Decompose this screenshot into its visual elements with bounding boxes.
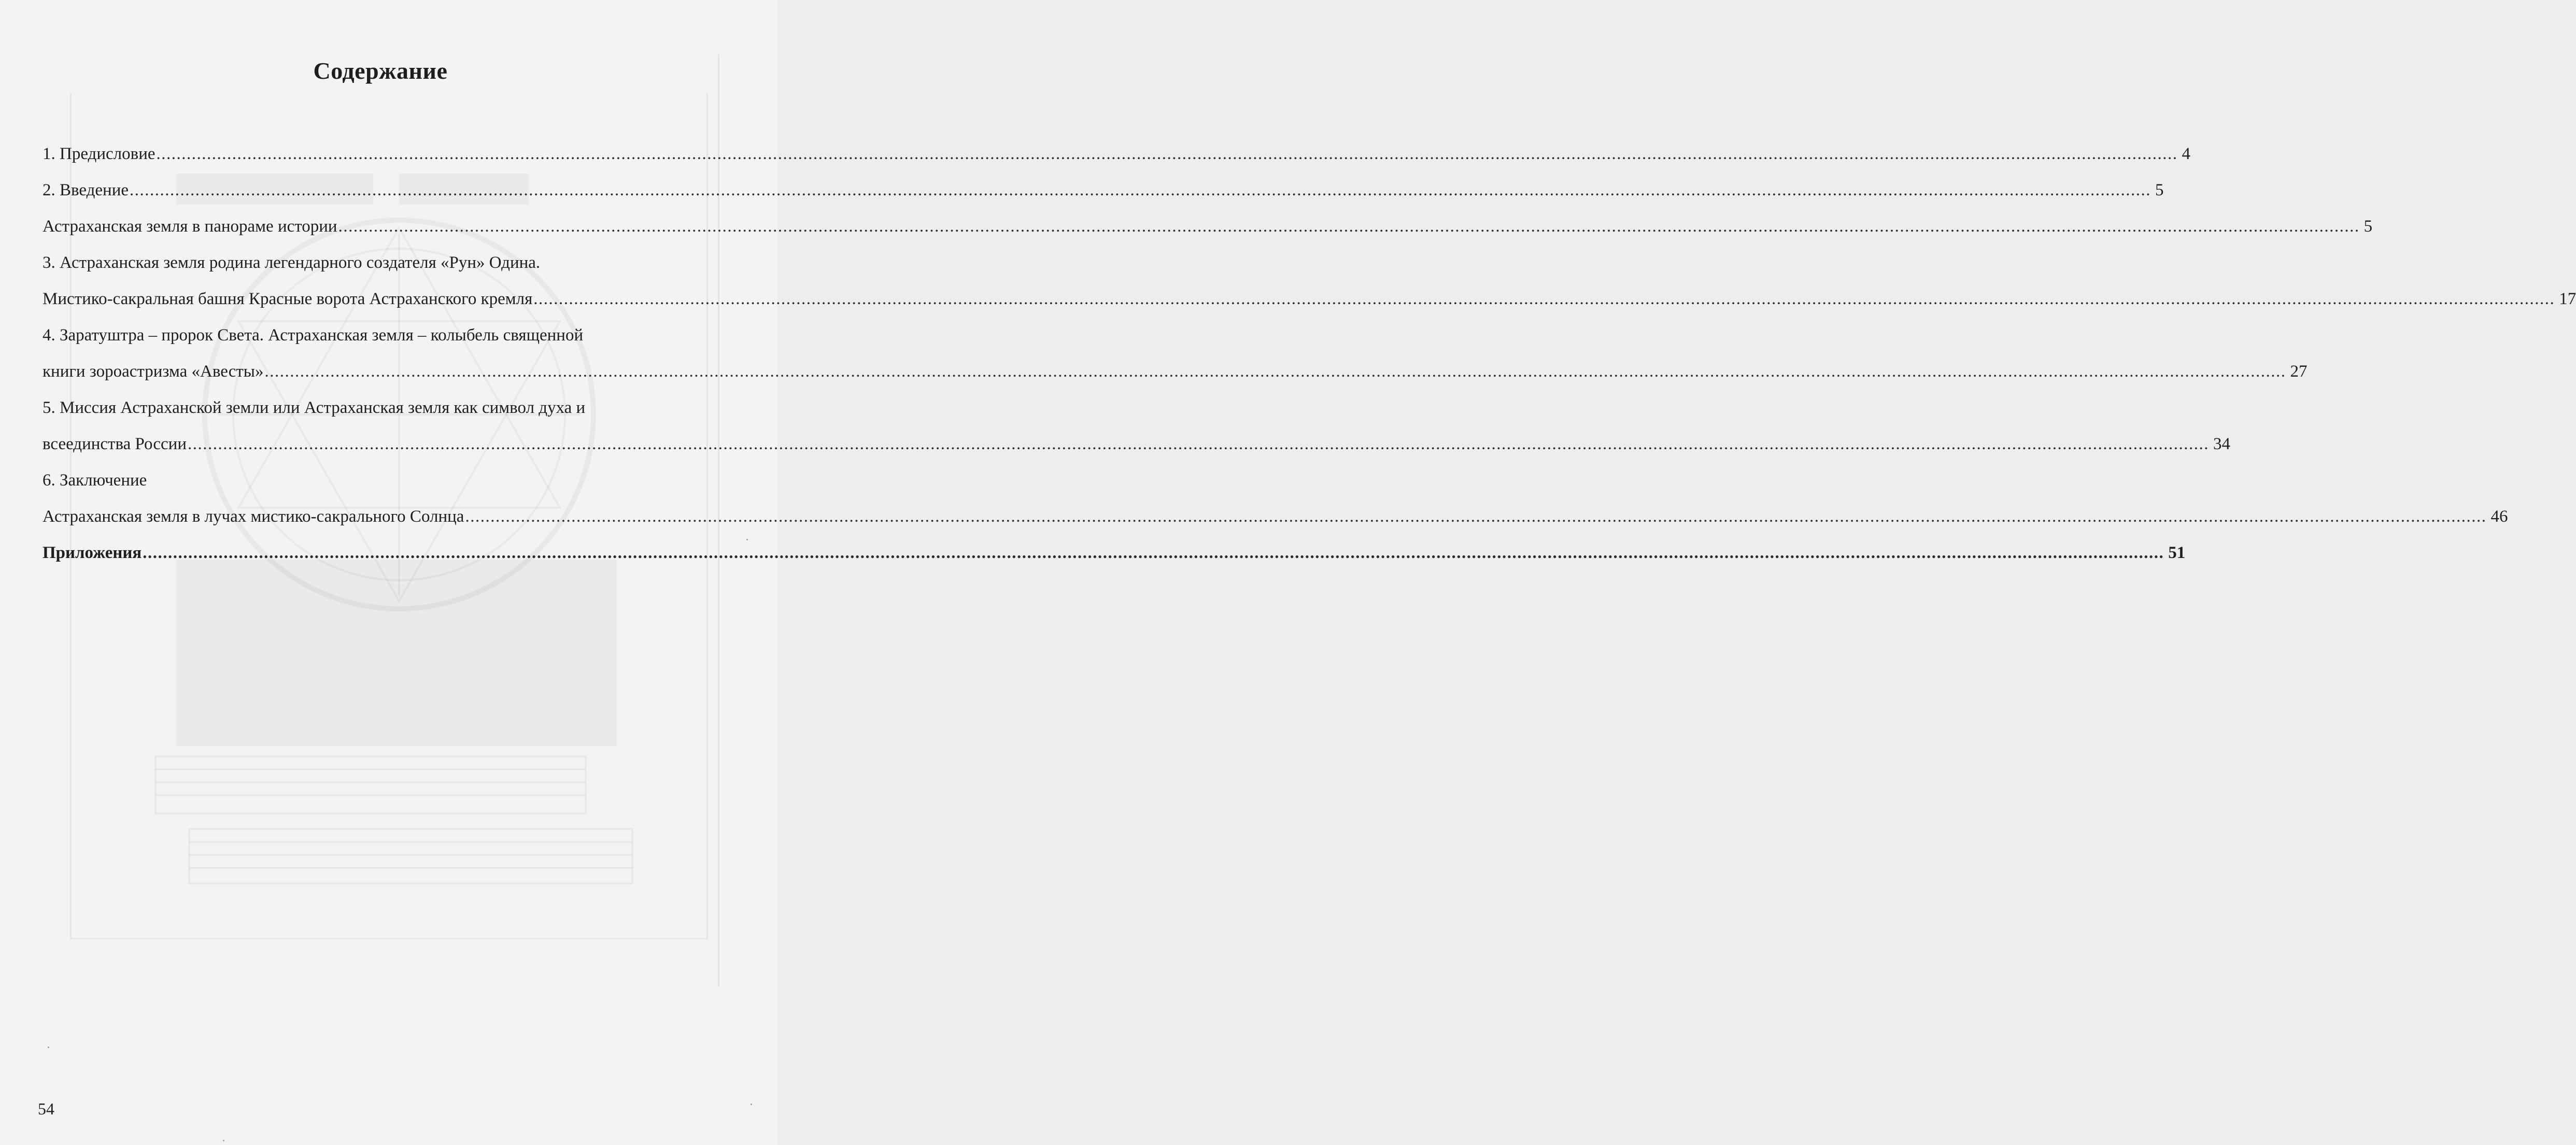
toc-entry-text: 6. Заключение (43, 471, 147, 490)
toc-entry-text: Мистико-сакральная башня Красные ворота Астраханского кремля (43, 290, 533, 308)
toc-entry-chapter-3-line-1[interactable] (43, 245, 715, 281)
toc-leader-dots: ................................................................................................................................................................................................................................................................................................................................................................................................................ (533, 290, 2555, 308)
toc-entry-text: книги зороастризма «Авесты» (43, 362, 264, 381)
page-number: 54 (38, 1099, 54, 1118)
toc-entry-text: Астраханская земля в лучах мистико-сакрального Солнца (43, 507, 464, 526)
toc-page-number: 27 (2290, 362, 2308, 381)
toc-page-number: 34 (2213, 435, 2230, 453)
toc-entry-conclusion[interactable] (43, 462, 715, 498)
toc-entry-chapter-5-line-2[interactable] (43, 426, 2230, 462)
toc-entry-text: Приложения (43, 543, 142, 562)
toc-entry-appendices[interactable] (43, 535, 2186, 571)
toc-page-number: 46 (2490, 507, 2508, 526)
toc-entry-text: 2. Введение (43, 181, 129, 199)
toc-page-number: 5 (2363, 217, 2373, 236)
table-of-contents (43, 136, 2576, 571)
toc-entry-text: Астраханская земля в панораме истории (43, 217, 337, 236)
toc-entry-chapter-3-line-2[interactable] (43, 281, 2576, 317)
toc-leader-dots: ................................................................................................................................................................................................................................................................................................................................................................................................................ (130, 181, 2152, 199)
toc-page-number: 4 (2182, 145, 2190, 163)
toc-entry-preface[interactable] (43, 136, 2190, 172)
toc-entry-sacral-sun[interactable] (43, 498, 2508, 535)
toc-entry-chapter-4-line-2[interactable] (43, 353, 2308, 390)
toc-leader-dots: ................................................................................................................................................................................................................................................................................................................................................................................................................ (143, 543, 2164, 562)
toc-entry-chapter-5-line-1[interactable] (43, 390, 715, 426)
toc-leader-dots: ................................................................................................................................................................................................................................................................................................................................................................................................................ (188, 435, 2209, 453)
toc-leader-dots: ................................................................................................................................................................................................................................................................................................................................................................................................................ (264, 362, 2286, 381)
toc-leader-dots: ................................................................................................................................................................................................................................................................................................................................................................................................................ (338, 217, 2360, 236)
paper-speck (751, 1104, 752, 1105)
paper-speck (223, 1140, 224, 1141)
paper-speck (48, 1047, 49, 1048)
toc-entry-chapter-4-line-1[interactable] (43, 317, 715, 353)
toc-entry-introduction[interactable] (43, 172, 2164, 208)
toc-entry-text: 1. Предисловие (43, 145, 155, 163)
toc-page-number: 17 (2559, 290, 2576, 308)
toc-entry-text: всеединства России (43, 435, 187, 453)
toc-entry-text: 4. Заратуштра – пророк Света. Астраханская земля – колыбель священной (43, 326, 584, 345)
paper-speck (746, 539, 748, 540)
contents-heading: Содержание (313, 58, 448, 84)
toc-page-number: 5 (2155, 181, 2164, 199)
toc-page-number: 51 (2168, 543, 2186, 562)
toc-entry-text: 5. Миссия Астраханской земли или Астраханская земля как символ духа и (43, 398, 586, 417)
toc-leader-dots: ................................................................................................................................................................................................................................................................................................................................................................................................................ (156, 145, 2178, 163)
toc-entry-history-panorama[interactable] (43, 208, 2373, 245)
toc-leader-dots: ................................................................................................................................................................................................................................................................................................................................................................................................................ (465, 507, 2487, 526)
toc-entry-text: 3. Астраханская земля родина легендарного создателя «Рун» Одина. (43, 253, 541, 272)
